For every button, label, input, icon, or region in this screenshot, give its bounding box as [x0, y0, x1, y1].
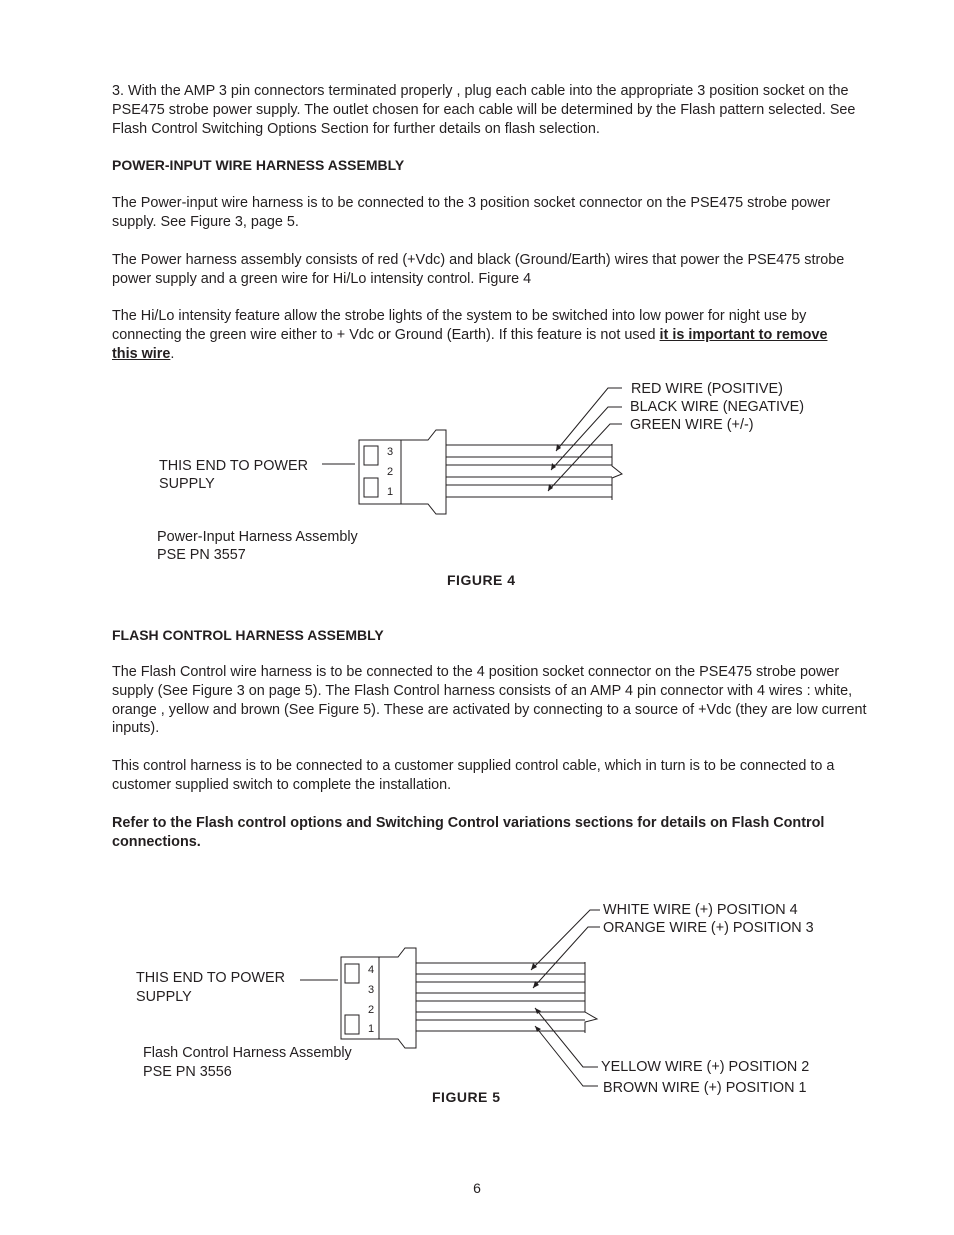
figure4-end-label-line1: THIS END TO POWER [159, 458, 308, 474]
figure5-pin-3-label: 3 [368, 984, 375, 996]
figure5-end-label-line2: SUPPLY [136, 989, 192, 1005]
figure5-end-label-line1: THIS END TO POWER [136, 970, 285, 986]
figure4-part-number: PSE PN 3557 [157, 547, 246, 563]
flash-section-heading: FLASH CONTROL HARNESS ASSEMBLY [112, 627, 384, 643]
flash-paragraph-3: Refer to the Flash control options and Switching Control variations sections for details on Flash Control connections. [112, 815, 825, 850]
flash-paragraph-1: The Flash Control wire harness is to be connected to the 4 position socket connector on the PSE475 strobe power supply (See Figure 3 on page 5). The Flash Control harness consists of an AMP 4 pin connector with 4 wires : white, orange , yellow and brown (See Figure 5). These are activated by connecting to a source of +Vdc (they are low current inputs). [112, 664, 867, 737]
figure5-pin-socket-1 [345, 1015, 359, 1034]
power-paragraph-1: The Power-input wire harness is to be connected to the 3 position socket connector on the PSE475 strobe power supply. See Figure 3, page 5. [112, 195, 831, 230]
figure5-part-number: PSE PN 3556 [143, 1064, 232, 1080]
figure5-caption: FIGURE 5 [432, 1089, 501, 1105]
figure5-connector-housing [379, 948, 416, 1048]
flash-paragraph-2: This control harness is to be connected to a customer supplied control cable, which in turn is to be connected to a customer supplied switch to complete the installation. [112, 758, 835, 793]
figure5-pin-1-label: 1 [368, 1023, 375, 1035]
figure5-yellow-arrow [535, 1008, 541, 1014]
figure5-pin-4-label: 4 [368, 964, 375, 976]
power-paragraph-2: The Power harness assembly consists of red (+Vdc) and black (Ground/Earth) wires that power the PSE475 strobe power supply and a green wire for Hi/Lo intensity control. Figure 4 [112, 252, 845, 287]
power-section-heading: POWER-INPUT WIRE HARNESS ASSEMBLY [112, 157, 405, 173]
figure5-assembly-name: Flash Control Harness Assembly [143, 1045, 352, 1061]
figure4-pin-3-label: 3 [387, 446, 394, 458]
figure5-white-wire-label: WHITE WIRE (+) POSITION 4 [603, 902, 798, 918]
figure4-assembly-name: Power-Input Harness Assembly [157, 529, 358, 545]
figure5-yellow-wire-label: YELLOW WIRE (+) POSITION 2 [601, 1059, 810, 1075]
figure4-red-wire-label: RED WIRE (POSITIVE) [631, 381, 783, 397]
figure5-pin-2-label: 2 [368, 1004, 375, 1016]
power-paragraph-3-text: The Hi/Lo intensity feature allow the strobe lights of the system to be switched into low power for night use by connecting the green wire either to + Vdc or Ground (Earth). If this feature is not used [112, 308, 807, 343]
figure4-pin-2-label: 2 [387, 466, 394, 478]
power-paragraph-3-emphasis: it is important to remove this wire [112, 326, 828, 362]
figure4-pin-1-label: 1 [387, 486, 394, 498]
figure4-black-wire-label: BLACK WIRE (NEGATIVE) [630, 399, 805, 415]
intro-paragraph: 3. With the AMP 3 pin connectors terminated properly , plug each cable into the appropriate 3 position socket on the PSE475 strobe power supply. The outlet chosen for each cable will be determined by the Flash pattern selected. See Flash Control Switching Options Section for further details on flash selection. [112, 83, 856, 137]
figure5-white-leader [531, 910, 600, 970]
figure5-brown-leader [535, 1026, 598, 1086]
figure5-orange-wire-label: ORANGE WIRE (+) POSITION 3 [603, 920, 814, 936]
figure4-end-label-line2: SUPPLY [159, 476, 215, 492]
power-paragraph-3-end: . [170, 345, 175, 362]
figure4-caption: FIGURE 4 [447, 572, 516, 588]
figure4-green-wire-label: GREEN WIRE (+/-) [630, 417, 754, 433]
figure5-cut-mark [585, 962, 597, 1033]
figure5-wires [416, 963, 585, 1031]
figure5-white-arrow [531, 963, 537, 970]
figure5-pin-socket-4 [345, 964, 359, 983]
page-number: 6 [473, 1180, 481, 1196]
figure5-brown-wire-label: BROWN WIRE (+) POSITION 1 [603, 1080, 807, 1096]
